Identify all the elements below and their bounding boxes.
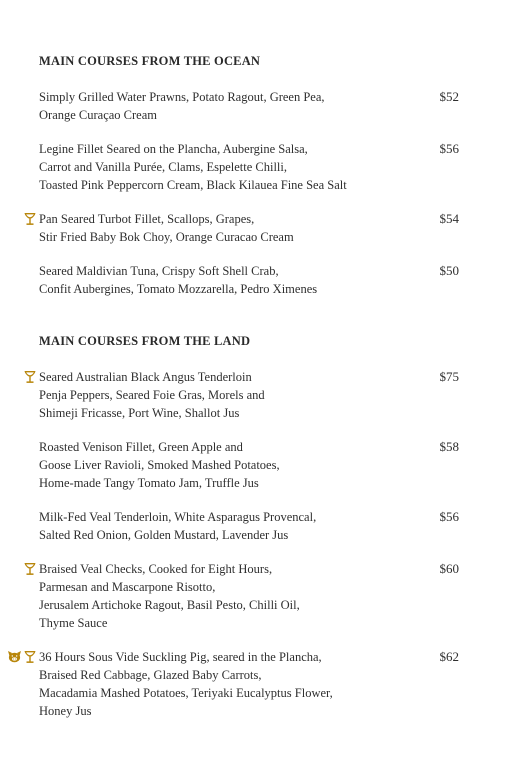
menu-item bbox=[39, 88, 469, 124]
dish-description-line: Seared Australian Black Angus Tenderloin bbox=[39, 370, 252, 384]
dish-description-line: Honey Jus bbox=[39, 704, 92, 718]
dish-description-line: Legine Fillet Seared on the Plancha, Aubergine Salsa, bbox=[39, 142, 308, 156]
dish-description bbox=[39, 508, 469, 544]
menu-item bbox=[39, 140, 469, 194]
dish-icons bbox=[7, 650, 37, 664]
dish-price: $50 bbox=[439, 263, 459, 278]
dish-price: $54 bbox=[439, 211, 459, 226]
dish-description-line: Toasted Pink Peppercorn Cream, Black Kilauea Fine Sea Salt bbox=[39, 178, 347, 192]
dish-icons bbox=[23, 370, 37, 384]
dish-description-line: Braised Red Cabbage, Glazed Baby Carrots, bbox=[39, 668, 262, 682]
dish-icons bbox=[23, 562, 37, 576]
dish-icons bbox=[23, 212, 37, 226]
dish-description-line: Confit Aubergines, Tomato Mozzarella, Pedro Ximenes bbox=[39, 282, 318, 296]
dish-description-line: Goose Liver Ravioli, Smoked Mashed Potatoes, bbox=[39, 458, 280, 472]
menu-item bbox=[39, 210, 469, 246]
dish-description-line: Roasted Venison Fillet, Green Apple and bbox=[39, 440, 243, 454]
dish-description-line: Carrot and Vanilla Purée, Clams, Espelette Chilli, bbox=[39, 160, 287, 174]
dish-description-line: Stir Fried Baby Bok Choy, Orange Curacao Cream bbox=[39, 230, 294, 244]
dish-price: $75 bbox=[439, 369, 459, 384]
dish-description bbox=[39, 648, 469, 720]
menu-item bbox=[39, 508, 469, 544]
dish-description bbox=[39, 140, 469, 194]
dish-description-line: Pan Seared Turbot Fillet, Scallops, Grapes, bbox=[39, 212, 255, 226]
section-title-land: MAIN COURSES FROM THE LAND bbox=[39, 334, 251, 348]
section-title-ocean: MAIN COURSES FROM THE OCEAN bbox=[39, 54, 261, 68]
dish-price: $62 bbox=[439, 649, 459, 664]
menu-item bbox=[39, 262, 469, 298]
dish-price: $52 bbox=[439, 89, 459, 104]
dish-description-line: Jerusalem Artichoke Ragout, Basil Pesto, Chilli Oil, bbox=[39, 598, 300, 612]
menu-item bbox=[39, 648, 469, 720]
dish-description-line: Braised Veal Checks, Cooked for Eight Hours, bbox=[39, 562, 273, 576]
dish-description-line: Macadamia Mashed Potatoes, Teriyaki Eucalyptus Flower, bbox=[39, 686, 333, 700]
wine-glass-icon bbox=[23, 562, 37, 576]
dish-description-line: Parmesan and Mascarpone Risotto, bbox=[39, 580, 216, 594]
dish-description-line: 36 Hours Sous Vide Suckling Pig, seared in the Plancha, bbox=[39, 650, 322, 664]
dish-description-line: Home-made Tangy Tomato Jam, Truffle Jus bbox=[39, 476, 259, 490]
dish-description bbox=[39, 438, 469, 492]
dish-description bbox=[39, 368, 469, 422]
dish-description bbox=[39, 88, 469, 124]
pig-icon bbox=[7, 650, 22, 664]
dish-description-line: Salted Red Onion, Golden Mustard, Lavender Jus bbox=[39, 528, 289, 542]
dish-description-line: Thyme Sauce bbox=[39, 616, 108, 630]
menu-item bbox=[39, 368, 469, 422]
wine-glass-icon bbox=[23, 650, 37, 664]
wine-glass-icon bbox=[23, 370, 37, 384]
dish-description-line: Orange Curaçao Cream bbox=[39, 108, 157, 122]
dish-price: $60 bbox=[439, 561, 459, 576]
dish-description-line: Penja Peppers, Seared Foie Gras, Morels and bbox=[39, 388, 265, 402]
menu-item bbox=[39, 560, 469, 632]
dish-price: $56 bbox=[439, 141, 459, 156]
dish-description bbox=[39, 560, 469, 632]
dish-description bbox=[39, 262, 469, 298]
dish-description-line: Shimeji Fricasse, Port Wine, Shallot Jus bbox=[39, 406, 240, 420]
dish-price: $58 bbox=[439, 439, 459, 454]
wine-glass-icon bbox=[23, 212, 37, 226]
dish-description bbox=[39, 210, 469, 246]
menu-item bbox=[39, 438, 469, 492]
dish-description-line: Milk-Fed Veal Tenderloin, White Asparagus Provencal, bbox=[39, 510, 317, 524]
dish-description-line: Simply Grilled Water Prawns, Potato Ragout, Green Pea, bbox=[39, 90, 325, 104]
dish-price: $56 bbox=[439, 509, 459, 524]
dish-description-line: Seared Maldivian Tuna, Crispy Soft Shell Crab, bbox=[39, 264, 279, 278]
